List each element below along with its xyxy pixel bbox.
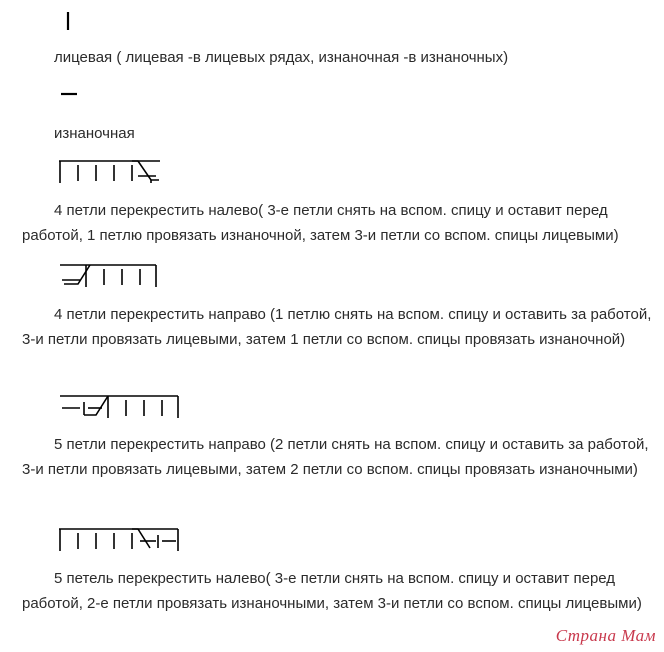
site-watermark: Страна Мам [555,626,656,645]
cable-description: 4 петли перекрестить направо (1 петлю снять на вспом. спицу и оставить за работой, 3-и петли провязать лицевыми, затем 1 петли со вспом. спицы провязать изнаночной) [22,306,652,348]
knit-legend-label: лицевая ( лицевая -в лицевых рядах, изнаночная -в изнаночных) [54,49,509,66]
cable-description: 4 петли перекрестить налево( 3-е петли снять на вспом. спицу и оставит перед работой, 1 петлю провязать изнаночной, затем 3-и петли со вспом. спицы лицевыми) [22,202,619,244]
cable-5-right-icon [58,393,180,421]
cable-description: 5 петли перекрестить направо (2 петли снять на вспом. спицу и оставить за работой, 3-и петли провязать лицевыми, затем 2 петли со вспом. спицы провязать изнаночными) [22,436,649,478]
cable-5-left-icon [58,526,180,554]
purl-symbol-icon [58,86,80,100]
cable-4-left-icon [58,158,160,186]
purl-legend-label: изнаночная [54,125,135,142]
cable-description: 5 петель перекрестить налево( 3-е петли снять на вспом. спицу и оставит перед работой, 2-е петли провязать изнаночными, затем 3-и петли со вспом. спицы лицевыми) [22,570,642,612]
cable-4-right-icon [58,262,160,290]
knit-symbol-icon [60,10,76,32]
